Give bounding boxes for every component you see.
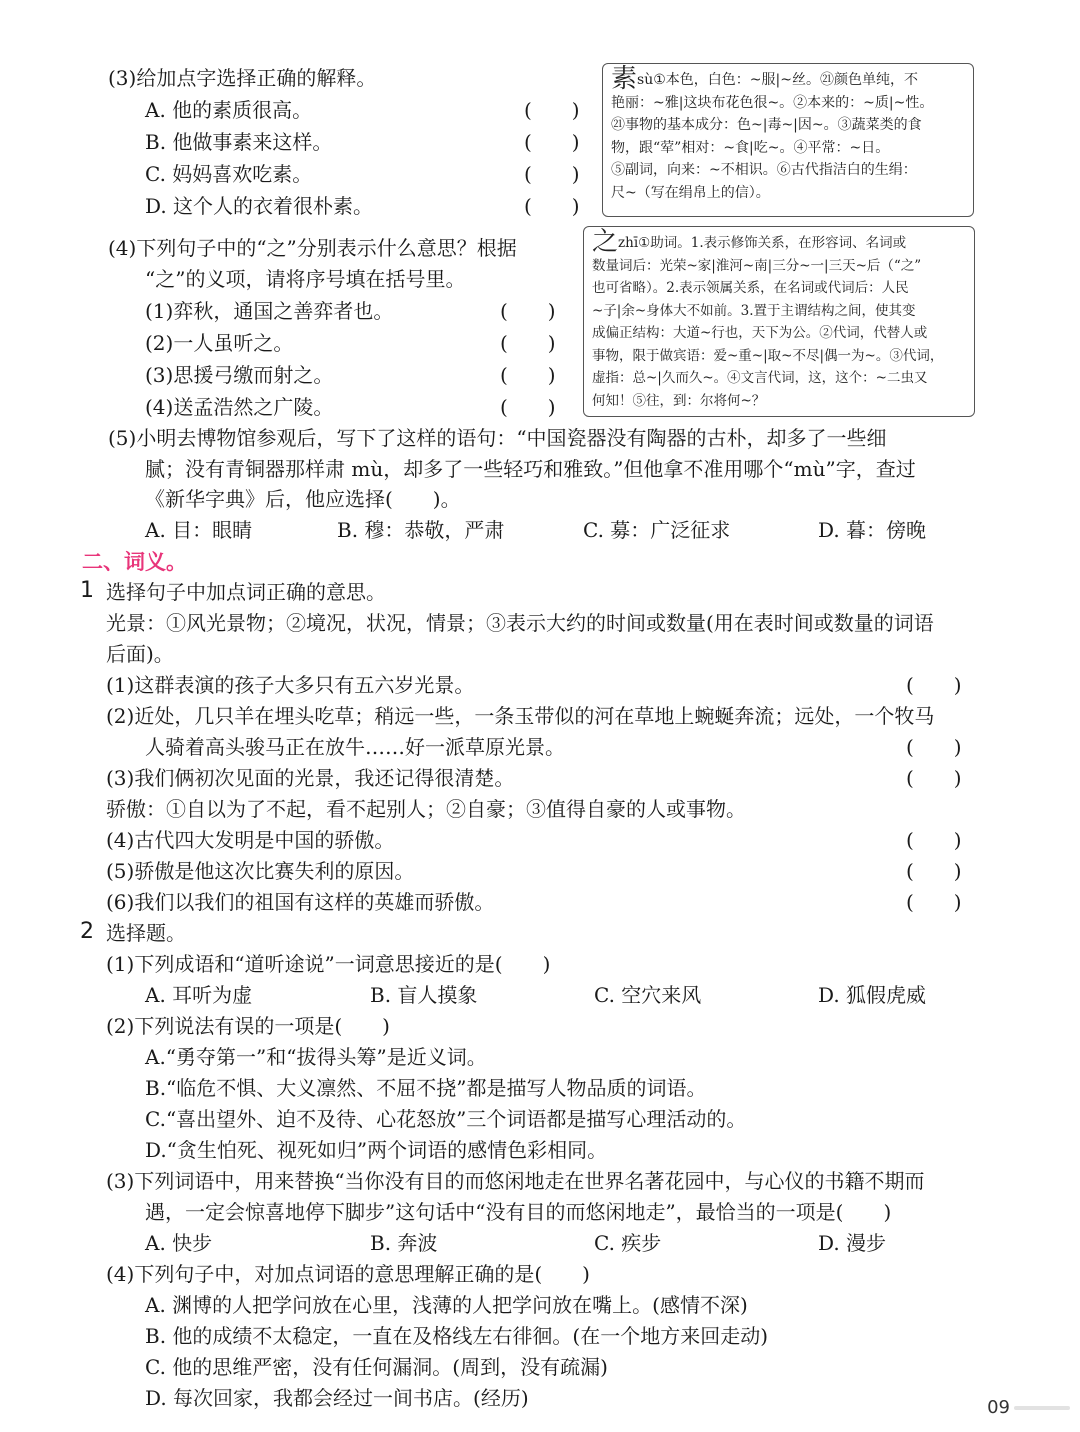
p2-q2-option-b: B.“临危不惧、大义凛然、不屈不挠”都是描写人物品质的词语。	[145, 1076, 707, 1100]
p1-definition-jiaoao: 骄傲：①自以为了不起，看不起别人；②自豪；③值得自豪的人或事物。	[106, 797, 746, 821]
answer-blank[interactable]: ( )	[906, 766, 962, 790]
answer-blank[interactable]: ( )	[524, 162, 580, 186]
p1-definition-guangjing-cont: 后面)。	[106, 642, 174, 666]
dictionary-entry-su	[602, 63, 974, 217]
p2-q1-option-b: B. 盲人摸象	[370, 983, 478, 1007]
dictionary-line: ⑤副词，向来：~不相识。⑥古代指洁白的生绢：	[611, 162, 917, 178]
dictionary-line: 虚指：总~|久而久~。④文言代词，这，这个：~二虫又	[592, 370, 928, 386]
dictionary-line: ㉑事物的基本成分：色~|毒~|因~。③蔬菜类的食	[611, 117, 922, 133]
answer-blank[interactable]: ( )	[906, 735, 962, 759]
dictionary-line: 艳丽：~雅|这块布花色很~。②本来的：~质|~性。	[611, 94, 934, 111]
q5-line1: (5)小明去博物馆参观后，写下了这样的语句：“中国瓷器没有陶器的古朴，却多了一些细	[108, 426, 887, 450]
q5-line3: 《新华字典》后，他应选择( )。	[145, 487, 461, 511]
answer-blank[interactable]: ( )	[500, 299, 556, 323]
p2-q3-option-c: C. 疾步	[594, 1231, 662, 1255]
dictionary-line: 物，跟“荤”相对：~食|吃~。④平常：~日。	[611, 139, 890, 156]
p1-title: 选择句子中加点词正确的意思。	[106, 580, 386, 604]
p2-q2-option-d: D.“贪生怕死、视死如归”两个词语的感情色彩相同。	[145, 1138, 608, 1162]
p2-q4: (4)下列句子中，对加点词语的意思理解正确的是( )	[106, 1262, 590, 1286]
q3-option-d: D. 这个人的衣着很朴素。	[145, 194, 374, 218]
page-indicator-bar	[1014, 1406, 1070, 1410]
answer-blank[interactable]: ( )	[524, 98, 580, 122]
dictionary-line: 成偏正结构：大道~行也，天下为公。②代词，代替人或	[592, 325, 928, 341]
answer-blank[interactable]: ( )	[906, 890, 962, 914]
p1-sentence-1: (1)这群表演的孩子大多只有五六岁光景。	[106, 673, 475, 697]
p2-q4-option-a: A. 渊博的人把学问放在心里，浅薄的人把学问放在嘴上。(感情不深)	[145, 1293, 748, 1317]
p2-q2-option-a: A.“勇夺第一”和“拔得头筹”是近义词。	[145, 1045, 487, 1069]
question-number: 1	[80, 578, 94, 603]
p2-q3-option-b: B. 奔波	[370, 1231, 438, 1255]
q3-option-c: C. 妈妈喜欢吃素。	[145, 162, 313, 186]
dictionary-line: ~子|余~身体大不如前。3.置于主谓结构之间，使其变	[592, 302, 916, 319]
p2-q1-option-d: D. 狐假虎威	[818, 983, 927, 1007]
p2-q4-option-d: D. 每次回家，我都会经过一间书店。(经历)	[145, 1386, 529, 1410]
p1-definition-guangjing: 光景：①风光景物；②境况，状况，情景；③表示大约的时间或数量(用在表时间或数量的词语	[106, 611, 934, 635]
p1-sentence-2-cont: 人骑着高头骏马正在放牛……好一派草原光景。	[145, 735, 565, 759]
dictionary-pinyin: sù	[637, 72, 654, 88]
q3-option-a: A. 他的素质很高。	[145, 98, 313, 122]
question-number: 2	[80, 919, 94, 944]
q5-option-c: C. 募：广泛征求	[583, 518, 731, 542]
q5-option-b: B. 穆：恭敬，严肃	[337, 518, 505, 542]
answer-blank[interactable]: ( )	[500, 395, 556, 419]
dictionary-line: ①本色，白色：~服|~丝。㉑颜色单纯，不	[653, 72, 918, 88]
answer-blank[interactable]: ( )	[524, 194, 580, 218]
dictionary-line: 也可省略）。2.表示领属关系，在名词或代词后：人民	[592, 280, 909, 296]
answer-blank[interactable]: ( )	[500, 363, 556, 387]
p2-q3-option-d: D. 漫步	[818, 1231, 887, 1255]
section-heading: 二、词义。	[82, 550, 187, 574]
page-number: 09	[987, 1397, 1010, 1418]
p2-q4-option-c: C. 他的思维严密，没有任何漏洞。(周到，没有疏漏)	[145, 1355, 608, 1379]
q4-title-line1: (4)下列句子中的“之”分别表示什么意思？根据	[108, 236, 517, 260]
p2-q3-option-a: A. 快步	[145, 1231, 213, 1255]
q5-line2: 腻；没有青铜器那样肃 mù，却多了一些轻巧和雅致。”但他拿不准用哪个“mù”字，查过	[145, 457, 916, 481]
dictionary-line: 尺~（写在绢帛上的信）。	[611, 184, 770, 201]
q4-item-2: (2)一人虽听之。	[145, 331, 294, 355]
answer-blank[interactable]: ( )	[500, 331, 556, 355]
p1-sentence-6: (6)我们以我们的祖国有这样的英雄而骄傲。	[106, 890, 495, 914]
p2-q2-option-c: C.“喜出望外、迫不及待、心花怒放”三个词语都是描写心理活动的。	[145, 1107, 747, 1131]
q5-option-a: A. 目：眼睛	[145, 518, 253, 542]
q3-option-b: B. 他做事素来这样。	[145, 130, 333, 154]
dictionary-line: 事物，限于做宾语：爱~重~|取~不尽|偶一为~。③代词，	[592, 347, 944, 364]
dictionary-head-char: 素	[611, 64, 638, 94]
p2-q3-cont: 遇，一定会惊喜地停下脚步”这句话中“没有目的而悠闲地走”，最恰当的一项是( )	[145, 1200, 892, 1224]
p2-q1: (1)下列成语和“道听途说”一词意思接近的是( )	[106, 952, 551, 976]
dictionary-pinyin: zhī	[618, 235, 639, 251]
dictionary-entry-zhi	[583, 226, 975, 417]
dictionary-line: 数量词后：光荣~家|淮河~南|三分~一|三天~后（“之”	[592, 257, 922, 274]
answer-blank[interactable]: ( )	[906, 859, 962, 883]
p2-title: 选择题。	[106, 921, 186, 945]
q4-item-1: (1)弈秋，通国之善弈者也。	[145, 299, 394, 323]
q3-title: (3)给加点字选择正确的解释。	[108, 66, 377, 90]
p2-q3: (3)下列词语中，用来替换“当你没有目的而悠闲地走在世界名著花园中，与心仪的书籍不期而	[106, 1169, 925, 1193]
p2-q4-option-b: B. 他的成绩不太稳定，一直在及格线左右徘徊。(在一个地方来回走动)	[145, 1324, 769, 1348]
dictionary-head-char: 之	[592, 227, 619, 257]
p2-q2: (2)下列说法有误的一项是( )	[106, 1014, 390, 1038]
p1-sentence-3: (3)我们俩初次见面的光景，我还记得很清楚。	[106, 766, 515, 790]
q4-item-3: (3)思援弓缴而射之。	[145, 363, 334, 387]
dictionary-line: ①助词。1.表示修饰关系，在形容词、名词或	[638, 235, 907, 251]
answer-blank[interactable]: ( )	[906, 673, 962, 697]
q4-item-4: (4)送孟浩然之广陵。	[145, 395, 334, 419]
answer-blank[interactable]: ( )	[906, 828, 962, 852]
p2-q1-option-c: C. 空穴来风	[594, 983, 702, 1007]
answer-blank[interactable]: ( )	[524, 130, 580, 154]
q4-title-line2: “之”的义项，请将序号填在括号里。	[145, 267, 466, 291]
p2-q1-option-a: A. 耳听为虚	[145, 983, 253, 1007]
p1-sentence-5: (5)骄傲是他这次比赛失利的原因。	[106, 859, 415, 883]
p1-sentence-4: (4)古代四大发明是中国的骄傲。	[106, 828, 395, 852]
q5-option-d: D. 暮：傍晚	[818, 518, 927, 542]
dictionary-line: 何知！⑤往，到：尔将何~？	[592, 392, 766, 409]
p1-sentence-2: (2)近处，几只羊在埋头吃草；稍远一些，一条玉带似的河在草地上蜿蜒奔流；远处，一个牧马	[106, 704, 935, 728]
